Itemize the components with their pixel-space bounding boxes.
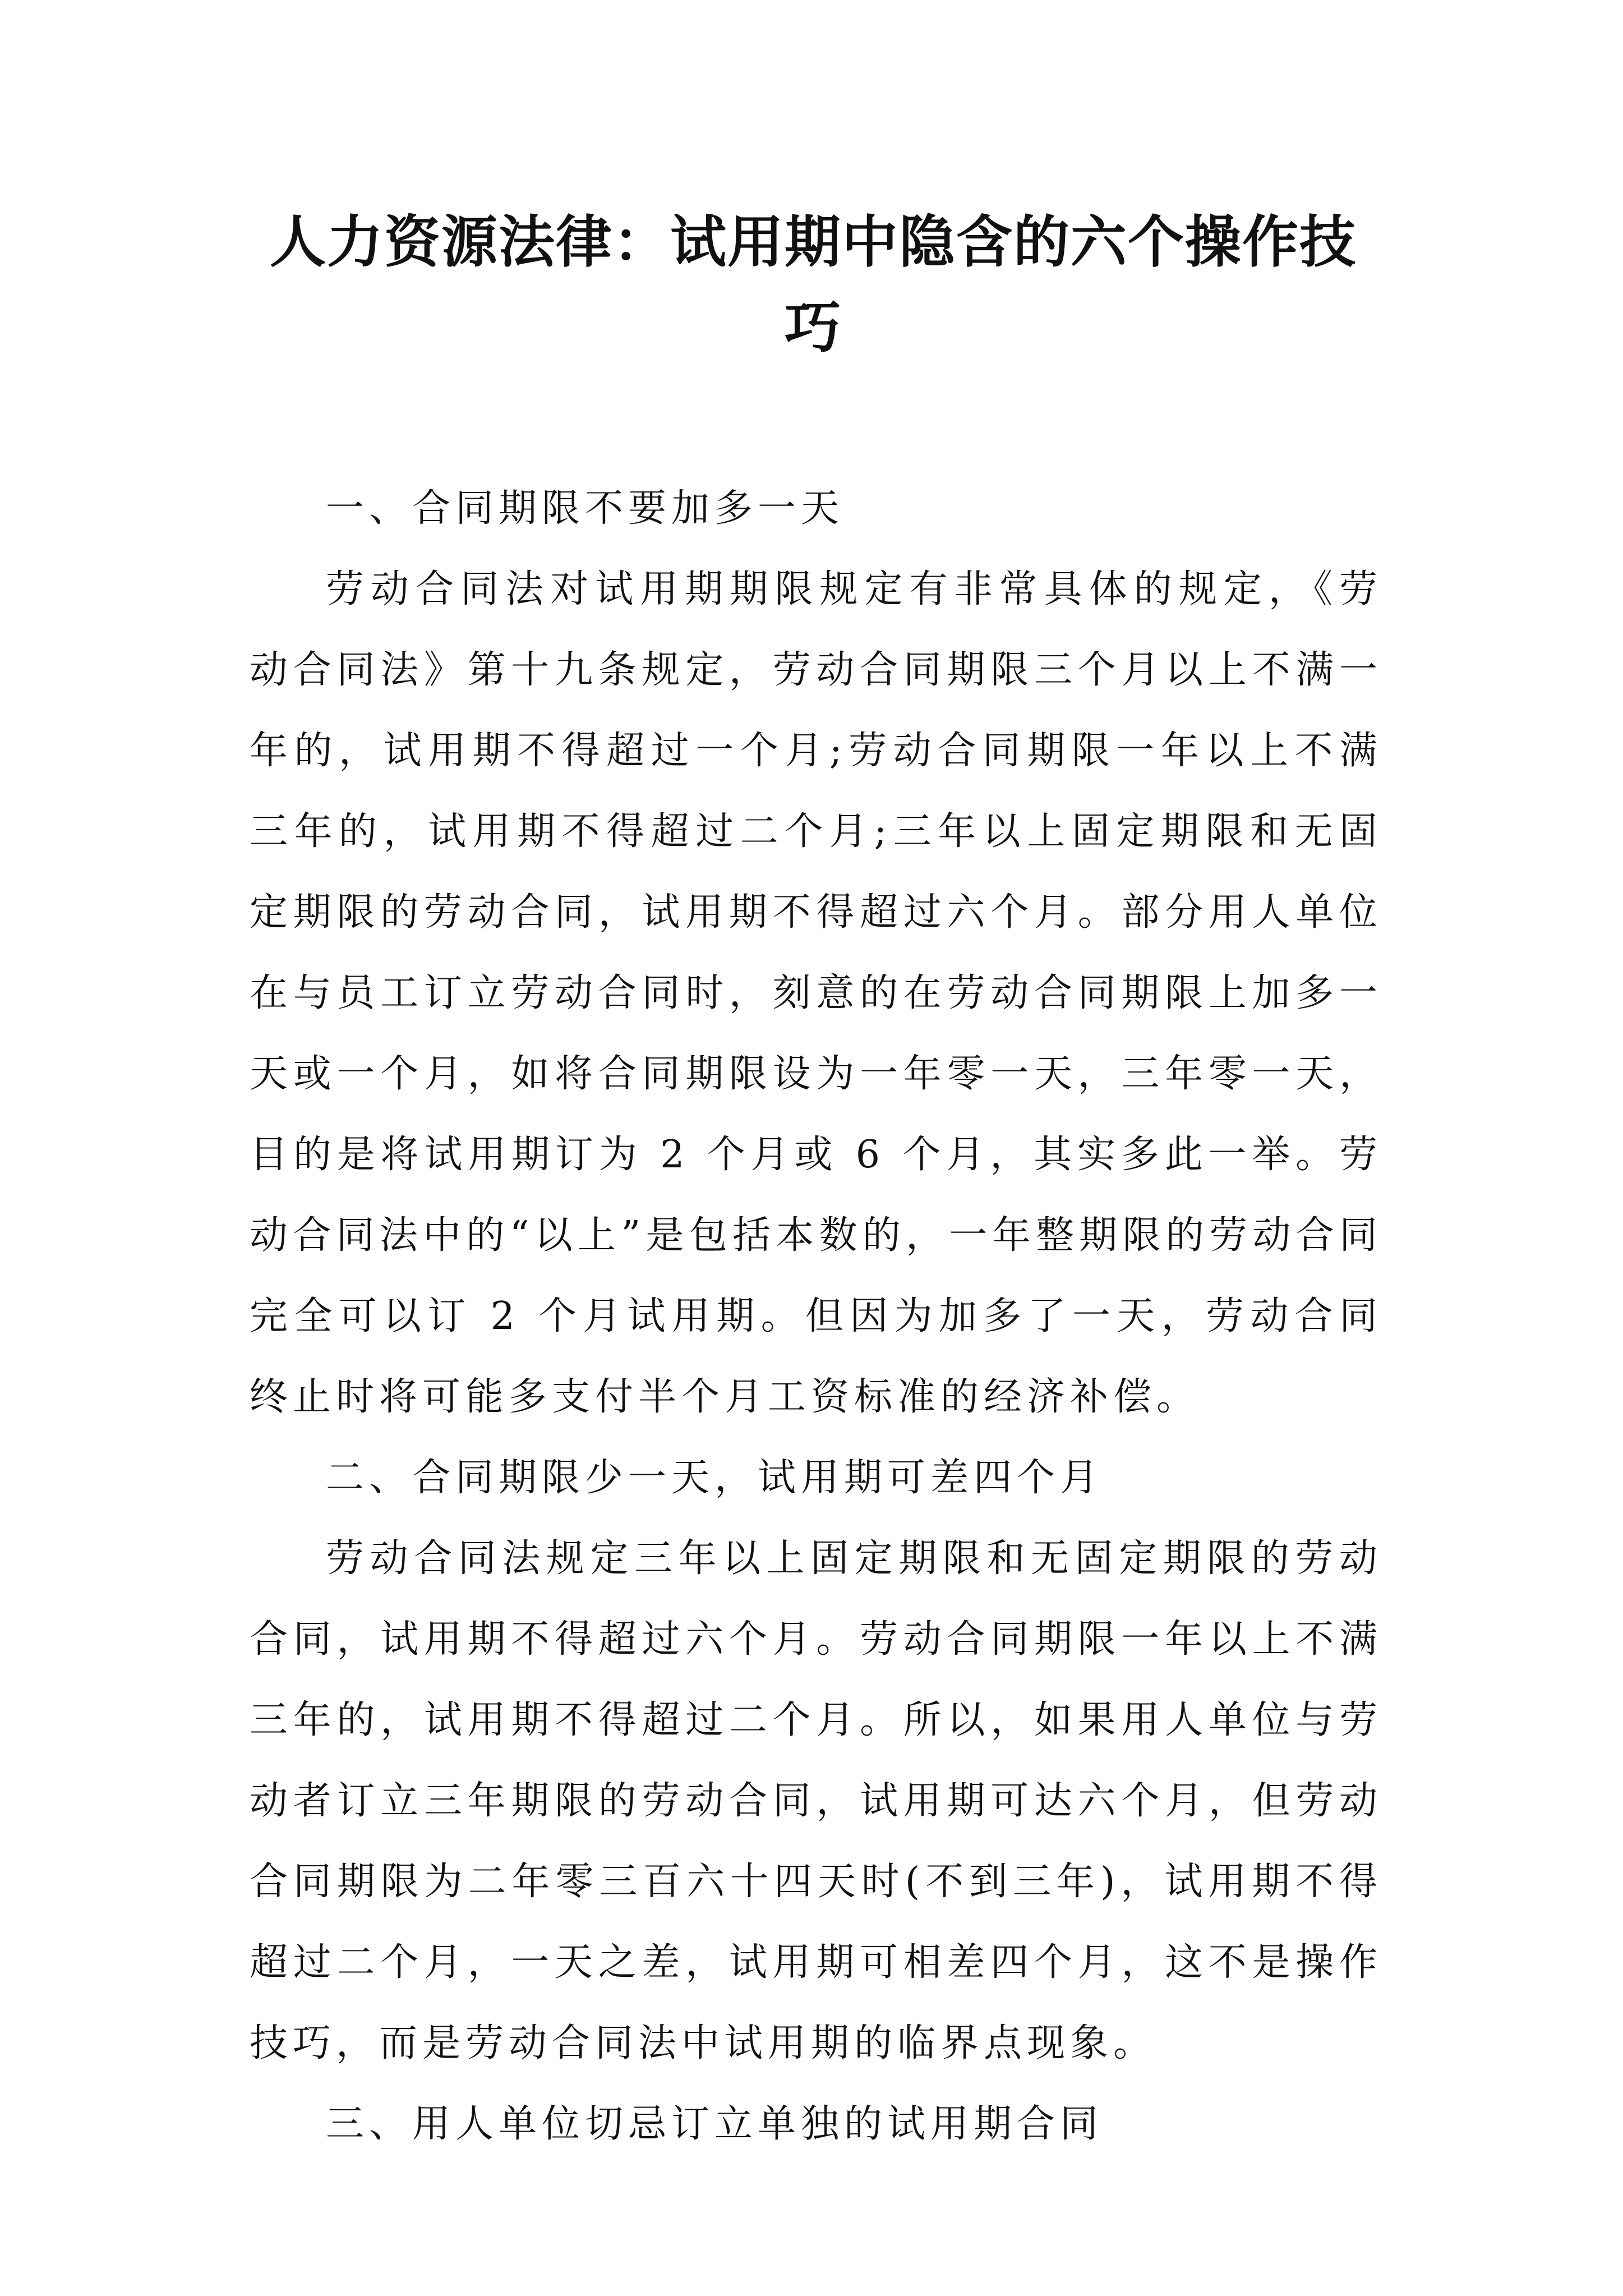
section-heading-2: 二、合同期限少一天，试用期可差四个月 xyxy=(326,1456,1104,1500)
document-body xyxy=(250,468,1382,2165)
document-title: 人力资源法律：试用期中隐含的六个操作技巧 xyxy=(270,209,1357,360)
section-heading-1: 一、合同期限不要加多一天 xyxy=(326,486,845,531)
paragraph-2: 劳动合同法规定三年以上固定期限和无固定期限的劳动合同，试用期不得超过六个月。劳动合同期限一年以上不满三年的，试用期不得超过二个月。所以，如果用人单位与劳动者订立三年期限的劳动合同，试用期可达六个月，但劳动合同期限为二年零三百六十四天时(不到三年)，试用期不得超过二个月，一天之差，试用期可相差四个月，这不是操作技巧，而是劳动合同法中试用期的临界点现象。 xyxy=(250,1536,1382,2065)
paragraph-1: 劳动合同法对试用期期限规定有非常具体的规定，《劳动合同法》第十九条规定，劳动合同期限三个月以上不满一年的，试用期不得超过一个月;劳动合同期限一年以上不满三年的，试用期不得超过二个月;三年以上固定期限和无固定期限的劳动合同，试用期不得超过六个月。部分用人单位在与员工订立劳动合同时，刻意的在劳动合同期限上加多一天或一个月，如将合同期限设为一年零一天，三年零一天，目的是将试用期订为 2 个月或 6 个月，其实多此一举。劳动合同法中的“以上”是包括本数的，一年整期限的劳动合同完全可以订 2 个月试用期。但因为加多了一天，劳动合同终止时将可能多支付半个月工资标准的经济补偿。 xyxy=(250,567,1382,1419)
section-heading-3: 三、用人单位切忌订立单独的试用期合同 xyxy=(326,2102,1104,2146)
